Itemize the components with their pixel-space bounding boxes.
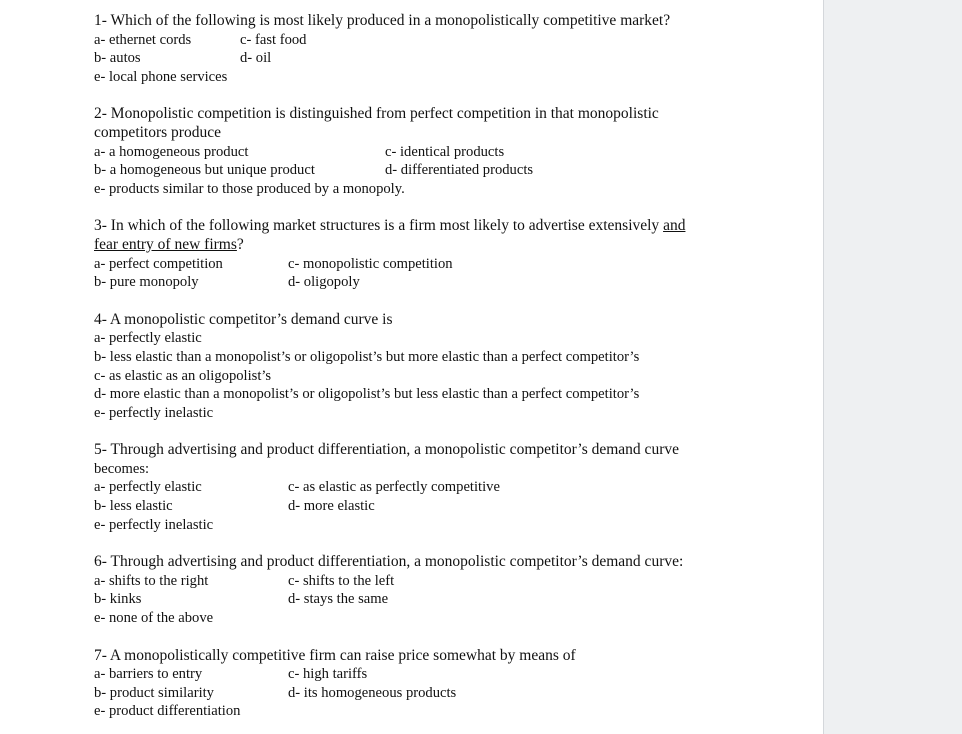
- option-d: d- stays the same: [288, 591, 389, 608]
- option-c: c- identical products: [385, 143, 505, 160]
- question-7-text: 7- A monopolistically competitive firm can raise price somewhat by means of: [94, 646, 576, 664]
- option-c: c- shifts to the left: [288, 572, 395, 589]
- option-b: b- less elastic: [94, 498, 173, 515]
- option-e: e- products similar to those produced by a monopoly.: [94, 180, 405, 197]
- option-row: [94, 665, 734, 684]
- option-row: [94, 255, 734, 274]
- option-c: c- fast food: [240, 31, 307, 48]
- option-d: d- oligopoly: [288, 274, 360, 291]
- option-d: d- more elastic: [288, 498, 375, 515]
- option-d: d- more elastic than a monopolist’s or oligopolist’s but less elastic than a perfect competitor’s: [94, 386, 640, 403]
- option-b: b- kinks: [94, 591, 142, 608]
- option-e: e- perfectly inelastic: [94, 404, 214, 421]
- option-b: b- autos: [94, 50, 141, 67]
- option-c: c- as elastic as perfectly competitive: [288, 479, 500, 496]
- option-row: [94, 478, 734, 497]
- option-d: d- differentiated products: [385, 162, 534, 179]
- option-c: c- high tariffs: [288, 666, 368, 683]
- option-e: e- none of the above: [94, 610, 214, 627]
- question-4: [94, 311, 734, 423]
- question-4-text: 4- A monopolistic competitor’s demand curve is: [94, 310, 393, 328]
- option-row: [94, 143, 734, 162]
- option-e: e- perfectly inelastic: [94, 516, 214, 533]
- option-row: [94, 161, 734, 180]
- option-row: [94, 49, 734, 68]
- question-1: [94, 12, 734, 86]
- option-row: [94, 572, 734, 591]
- question-3-text-cont: [94, 236, 734, 255]
- option-d: d- its homogeneous products: [288, 684, 457, 701]
- option-b: b- pure monopoly: [94, 274, 199, 291]
- option-row: [94, 590, 734, 609]
- option-a: a- perfectly elastic: [94, 479, 202, 496]
- question-5: [94, 441, 734, 534]
- question-2-text: 2- Monopolistic competition is distinguished from perfect competition in that monopolistic: [94, 105, 659, 123]
- option-c: c- monopolistic competition: [288, 255, 453, 272]
- question-1-text: 1- Which of the following is most likely produced in a monopolistically competitive market?: [94, 12, 671, 29]
- option-b: b- product similarity: [94, 684, 214, 701]
- question-5-text-cont: becomes:: [94, 460, 150, 477]
- option-e: e- local phone services: [94, 68, 228, 85]
- option-a: a- perfectly elastic: [94, 330, 202, 347]
- question-3-text-cont-plain: ?: [236, 235, 244, 253]
- question-6: [94, 553, 734, 627]
- question-2-text-cont: competitors produce: [94, 123, 221, 141]
- option-a: a- barriers to entry: [94, 666, 203, 683]
- option-row: [94, 273, 734, 292]
- question-3: [94, 217, 734, 291]
- question-2: [94, 105, 734, 198]
- option-a: a- a homogeneous product: [94, 143, 249, 160]
- document-body: [94, 12, 734, 721]
- option-c: c- as elastic as an oligopolist’s: [94, 367, 272, 384]
- option-row: [94, 497, 734, 516]
- option-e: e- product differentiation: [94, 703, 241, 720]
- option-row: [94, 31, 734, 50]
- question-3-text-cont-underlined: fear entry of new firms: [94, 235, 237, 253]
- document-side-gutter: [823, 0, 962, 734]
- option-a: a- perfect competition: [94, 255, 223, 272]
- option-a: a- ethernet cords: [94, 31, 192, 48]
- question-7: [94, 647, 734, 721]
- question-3-text-plain: 3- In which of the following market structures is a firm most likely to advertise extensively: [94, 217, 664, 235]
- option-row: [94, 684, 734, 703]
- question-3-text: [94, 217, 734, 236]
- option-d: d- oil: [240, 50, 272, 67]
- option-b: b- less elastic than a monopolist’s or oligopolist’s but more elastic than a perfect competitor’s: [94, 348, 640, 365]
- question-3-text-underlined: and: [663, 217, 686, 235]
- question-5-text: 5- Through advertising and product differentiation, a monopolistic competitor’s demand curve: [94, 441, 679, 459]
- question-6-text: 6- Through advertising and product differentiation, a monopolistic competitor’s demand curve:: [94, 553, 684, 571]
- option-b: b- a homogeneous but unique product: [94, 162, 315, 179]
- option-a: a- shifts to the right: [94, 572, 209, 589]
